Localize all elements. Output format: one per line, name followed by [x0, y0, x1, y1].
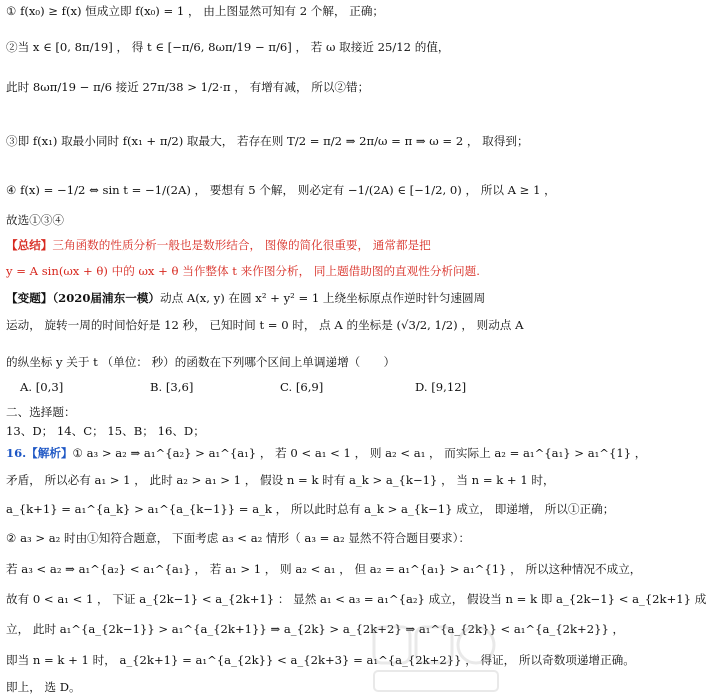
answer-key: 13、D； 14、C； 15、B； 16、D；: [6, 424, 205, 438]
analysis-line: 即当 n = k + 1 时， a_{2k+1} = a₁^{a_{2k}} < a_{2k+3} = a₁^{a_{2k+2}} ， 得证， 所以奇数项递增正确。: [6, 653, 635, 667]
summary-tag: 【总结】: [6, 238, 53, 252]
analysis-tag: 16.【解析】: [6, 446, 73, 460]
analysis-line: 若 a₃ < a₂ ⇒ a₁^{a₂} < a₁^{a₁} ， 若 a₁ > 1 ， 则 a₂ < a₁ ， 但 a₂ = a₁^{a₁} > a₁^{1} ， 所以这种情况不成立，: [6, 562, 642, 576]
text-line: 此时 8ωπ/19 − π/6 接近 27π/38 > 1/2·π ， 有增有减， 所以②错；: [6, 80, 370, 94]
analysis-line: 立， 此时 a₁^{a_{2k−1}} > a₁^{a_{2k+1}} ⇒ a_{2k} > a_{2k+2} ⇒ a₁^{a_{2k}} < a₁^{a_{2k+2}} ，: [6, 622, 625, 636]
watermark-logo: [372, 623, 500, 695]
analysis-text: ① a₃ > a₂ ⇒ a₁^{a₂} > a₁^{a₁} ， 若 0 < a₁ < 1 ， 则 a₂ < a₁ ， 而实际上 a₂ = a₁^{a₁} > a₁^{1} ，: [72, 446, 647, 460]
summary-paragraph: [6, 238, 498, 253]
analysis-line: 即上， 选 D。: [6, 680, 81, 694]
option-b: B. [3,6]: [150, 380, 194, 394]
option-d: D. [9,12]: [415, 380, 467, 394]
analysis-paragraph: [6, 446, 647, 461]
option-c: C. [6,9]: [280, 380, 324, 394]
analysis-line: ② a₃ > a₂ 时由①知符合题意， 下面考虑 a₃ < a₂ 情形（ a₃ = a₂ 显然不符合题目要求）：: [6, 531, 471, 545]
variant-line: 的纵坐标 y 关于 t （单位： 秒）的函数在下列哪个区间上单调递增（ ）: [6, 355, 396, 369]
text-line: ③即 f(x₁) 取最小同时 f(x₁ + π/2) 取最大， 若存在则 T/2 = π/2 ⇒ 2π/ω = π ⇒ ω = 2 ， 取得到；: [6, 134, 529, 148]
variant-tag: 【变题】（2020届浦东一模）: [6, 291, 160, 305]
section-title: 二、选择题：: [6, 405, 76, 419]
summary-text: 三角函数的性质分析一般也是数形结合， 图像的简化很重要， 通常都是把: [52, 238, 431, 252]
text-line: ②当 x ∈ [0, 8π/19] ， 得 t ∈ [−π/6, 8ωπ/19 − π/6] ， 若 ω 取接近 25/12 的值，: [6, 40, 450, 54]
analysis-line: 故有 0 < a₁ < 1 ， 下证 a_{2k−1} < a_{2k+1} ： 显然 a₁ < a₃ = a₁^{a₂} 成立， 假设当 n = k 即 a_{2k−1} < a_{2k+1} 成: [6, 592, 706, 606]
analysis-line: 矛盾， 所以必有 a₁ > 1 ， 此时 a₂ > a₁ > 1 ， 假设 n = k 时有 a_k > a_{k−1} ， 当 n = k + 1 时，: [6, 473, 555, 487]
text-line: ① f(x₀) ≥ f(x) 恒成立即 f(x₀) = 1 ， 由上图显然可知有 2 个解， 正确；: [6, 4, 385, 18]
text-line: ④ f(x) = −1/2 ⇔ sin t = −1/(2A) ， 要想有 5 个解， 则必定有 −1/(2A) ∈ [−1/2, 0) ， 所以 A ≥ 1 ，: [6, 183, 556, 197]
variant-line: 运动， 旋转一周的时间恰好是 12 秒， 已知时间 t = 0 时， 点 A 的坐标是 (√3/2, 1/2) ， 则动点 A: [6, 318, 524, 332]
variant-problem: [6, 291, 498, 306]
summary-line: y = A sin(ωx + θ) 中的 ωx + θ 当作整体 t 来作图分析， 同上题借助图的直观性分析问题.: [6, 264, 480, 278]
analysis-line: a_{k+1} = a₁^{a_k} > a₁^{a_{k−1}} = a_k ， 所以此时总有 a_k > a_{k−1} 成立， 即递增， 所以①正确；: [6, 502, 615, 516]
text-line: 故选①③④: [6, 213, 64, 227]
variant-text: 动点 A(x, y) 在圆 x² + y² = 1 上绕坐标原点作逆时针匀速圆周: [160, 291, 486, 305]
option-a: A. [0,3]: [20, 380, 64, 394]
